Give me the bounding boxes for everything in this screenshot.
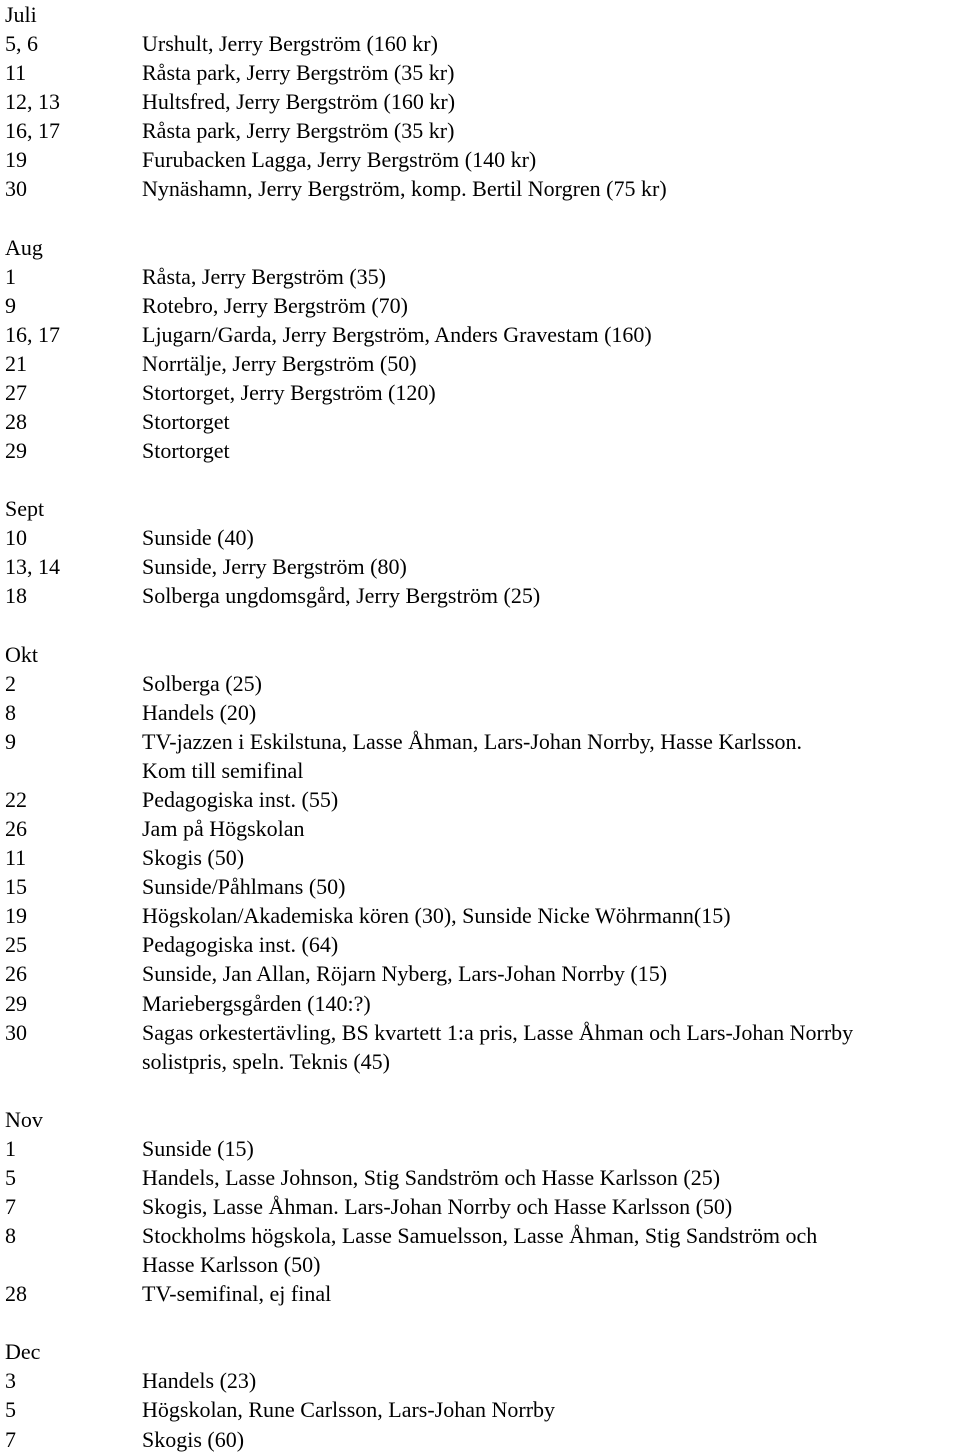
gig-entry <box>5 727 955 785</box>
gig-description: Sunside/Påhlmans (50) <box>142 874 346 900</box>
gig-description: Solberga ungdomsgård, Jerry Bergström (25) <box>142 583 541 609</box>
gig-entry <box>5 58 955 87</box>
gig-description: TV-semifinal, ej final <box>142 1281 332 1307</box>
month-section <box>5 1337 955 1453</box>
gig-description: Skogis (50) <box>142 845 245 871</box>
gig-entry <box>5 1192 955 1221</box>
gig-entry <box>5 145 955 174</box>
gig-description: Norrtälje, Jerry Bergström (50) <box>142 350 417 376</box>
gig-description: Råsta, Jerry Bergström (35) <box>142 263 386 289</box>
gig-entry <box>5 436 955 465</box>
gig-entry <box>5 174 955 203</box>
gig-entry <box>5 320 955 349</box>
gig-description: Furubacken Lagga, Jerry Bergström (140 kr) <box>142 147 537 173</box>
gig-entry <box>5 901 955 930</box>
gig-entry <box>5 1425 955 1454</box>
gig-date: 19 <box>5 147 27 173</box>
gig-entry <box>5 1366 955 1395</box>
gig-date: 15 <box>5 874 27 900</box>
gig-description: Nynäshamn, Jerry Bergström, komp. Bertil Norgren (75 kr) <box>142 176 667 202</box>
gig-entry <box>5 1134 955 1163</box>
gig-description: Sunside (40) <box>142 525 254 551</box>
gig-date: 30 <box>5 176 27 202</box>
month-section <box>5 1105 955 1309</box>
gig-entry <box>5 29 955 58</box>
gig-entry <box>5 378 955 407</box>
gig-description: Sagas orkestertävling, BS kvartett 1:a pris, Lasse Åhman och Lars-Johan Norrby solistpris, speln. Teknis (45) <box>142 1019 854 1074</box>
gig-description: Pedagogiska inst. (64) <box>142 932 339 958</box>
gig-date: 29 <box>5 438 27 464</box>
gig-date: 19 <box>5 903 27 929</box>
gig-description: Pedagogiska inst. (55) <box>142 786 339 812</box>
month-section <box>5 0 955 204</box>
gig-date: 12, 13 <box>5 89 60 115</box>
gig-entry <box>5 930 955 959</box>
gig-description: Mariebergsgården (140:?) <box>142 990 371 1016</box>
gig-entry <box>5 872 955 901</box>
gig-entry <box>5 785 955 814</box>
gig-description: Råsta park, Jerry Bergström (35 kr) <box>142 60 455 86</box>
gig-entry <box>5 116 955 145</box>
gig-entry <box>5 1395 955 1424</box>
month-heading: Juli <box>5 2 37 27</box>
gig-date: 3 <box>5 1368 16 1394</box>
gig-entry <box>5 1018 955 1076</box>
gig-description: Ljugarn/Garda, Jerry Bergström, Anders Gravestam (160) <box>142 321 652 347</box>
gig-description: Skogis, Lasse Åhman. Lars-Johan Norrby och Hasse Karlsson (50) <box>142 1194 733 1219</box>
gig-description: Handels, Lasse Johnson, Stig Sandström och Hasse Karlsson (25) <box>142 1164 721 1190</box>
gig-date: 7 <box>5 1194 16 1219</box>
month-heading: Nov <box>5 1106 43 1132</box>
month-heading: Aug <box>5 234 43 260</box>
gig-date: 9 <box>5 292 16 318</box>
gig-description: Stockholms högskola, Lasse Samuelsson, Lasse Åhman, Stig Sandström och Hasse Karlsson (50) <box>142 1223 818 1278</box>
gig-entry <box>5 87 955 116</box>
gig-entry <box>5 698 955 727</box>
gig-description: Högskolan/Akademiska kören (30), Sunside Nicke Wöhrmann(15) <box>142 903 731 929</box>
month-section <box>5 494 955 610</box>
gig-date: 18 <box>5 583 27 609</box>
gig-date: 30 <box>5 1019 27 1045</box>
gig-description: Handels (20) <box>142 699 257 725</box>
gig-date: 5 <box>5 1397 16 1423</box>
gig-date: 9 <box>5 728 16 754</box>
gig-entry <box>5 349 955 378</box>
gig-description: Stortorget, Jerry Bergström (120) <box>142 379 436 405</box>
gig-entry <box>5 291 955 320</box>
month-section <box>5 233 955 466</box>
gig-date: 13, 14 <box>5 554 60 580</box>
gig-date: 1 <box>5 1135 16 1161</box>
gig-entry <box>5 843 955 872</box>
gig-description: Sunside, Jan Allan, Röjarn Nyberg, Lars-Johan Norrby (15) <box>142 961 668 987</box>
gig-date: 11 <box>5 845 27 871</box>
gig-entry <box>5 1221 955 1279</box>
gig-entry <box>5 959 955 988</box>
gig-entry <box>5 1279 955 1308</box>
gig-description: Sunside (15) <box>142 1135 254 1161</box>
month-section <box>5 640 955 1076</box>
gig-entry <box>5 407 955 436</box>
gig-date: 7 <box>5 1426 16 1452</box>
gig-date: 16, 17 <box>5 118 60 144</box>
gig-entry <box>5 1163 955 1192</box>
gig-description: Stortorget <box>142 438 230 464</box>
gig-description: Högskolan, Rune Carlsson, Lars-Johan Norrby <box>142 1397 556 1423</box>
gig-date: 22 <box>5 786 27 812</box>
gig-date: 8 <box>5 699 16 725</box>
gig-description: Rotebro, Jerry Bergström (70) <box>142 292 408 318</box>
gig-entry <box>5 581 955 610</box>
gig-description: Urshult, Jerry Bergström (160 kr) <box>142 31 438 56</box>
gig-description: Solberga (25) <box>142 670 262 696</box>
gig-date: 16, 17 <box>5 321 60 347</box>
gig-date: 29 <box>5 990 27 1016</box>
gig-description: Hultsfred, Jerry Bergström (160 kr) <box>142 89 456 115</box>
month-heading: Okt <box>5 641 38 667</box>
gig-date: 26 <box>5 961 27 987</box>
gig-date: 25 <box>5 932 27 958</box>
gig-entry <box>5 262 955 291</box>
gig-date: 28 <box>5 1281 27 1307</box>
gig-description: TV-jazzen i Eskilstuna, Lasse Åhman, Lars-Johan Norrby, Hasse Karlsson. Kom till semifinal <box>142 728 803 783</box>
gig-description: Jam på Högskolan <box>142 815 305 841</box>
gig-date: 5, 6 <box>5 31 38 56</box>
gig-date: 21 <box>5 350 27 376</box>
gig-entry <box>5 523 955 552</box>
gig-date: 8 <box>5 1223 16 1249</box>
gig-description: Stortorget <box>142 409 230 435</box>
gig-date: 27 <box>5 379 27 405</box>
gig-description: Sunside, Jerry Bergström (80) <box>142 554 407 580</box>
gig-entry <box>5 989 955 1018</box>
gig-date: 26 <box>5 815 27 841</box>
gig-description: Skogis (60) <box>142 1426 245 1452</box>
gig-date: 2 <box>5 670 16 696</box>
gig-entry <box>5 552 955 581</box>
gig-description: Råsta park, Jerry Bergström (35 kr) <box>142 118 455 144</box>
gig-entry <box>5 669 955 698</box>
gig-description: Handels (23) <box>142 1368 257 1394</box>
month-heading: Dec <box>5 1339 41 1365</box>
gig-entry <box>5 814 955 843</box>
month-heading: Sept <box>5 496 45 522</box>
gig-date: 1 <box>5 263 16 289</box>
gig-date: 28 <box>5 409 27 435</box>
gig-date: 11 <box>5 60 27 86</box>
gig-date: 10 <box>5 525 27 551</box>
gig-date: 5 <box>5 1164 16 1190</box>
